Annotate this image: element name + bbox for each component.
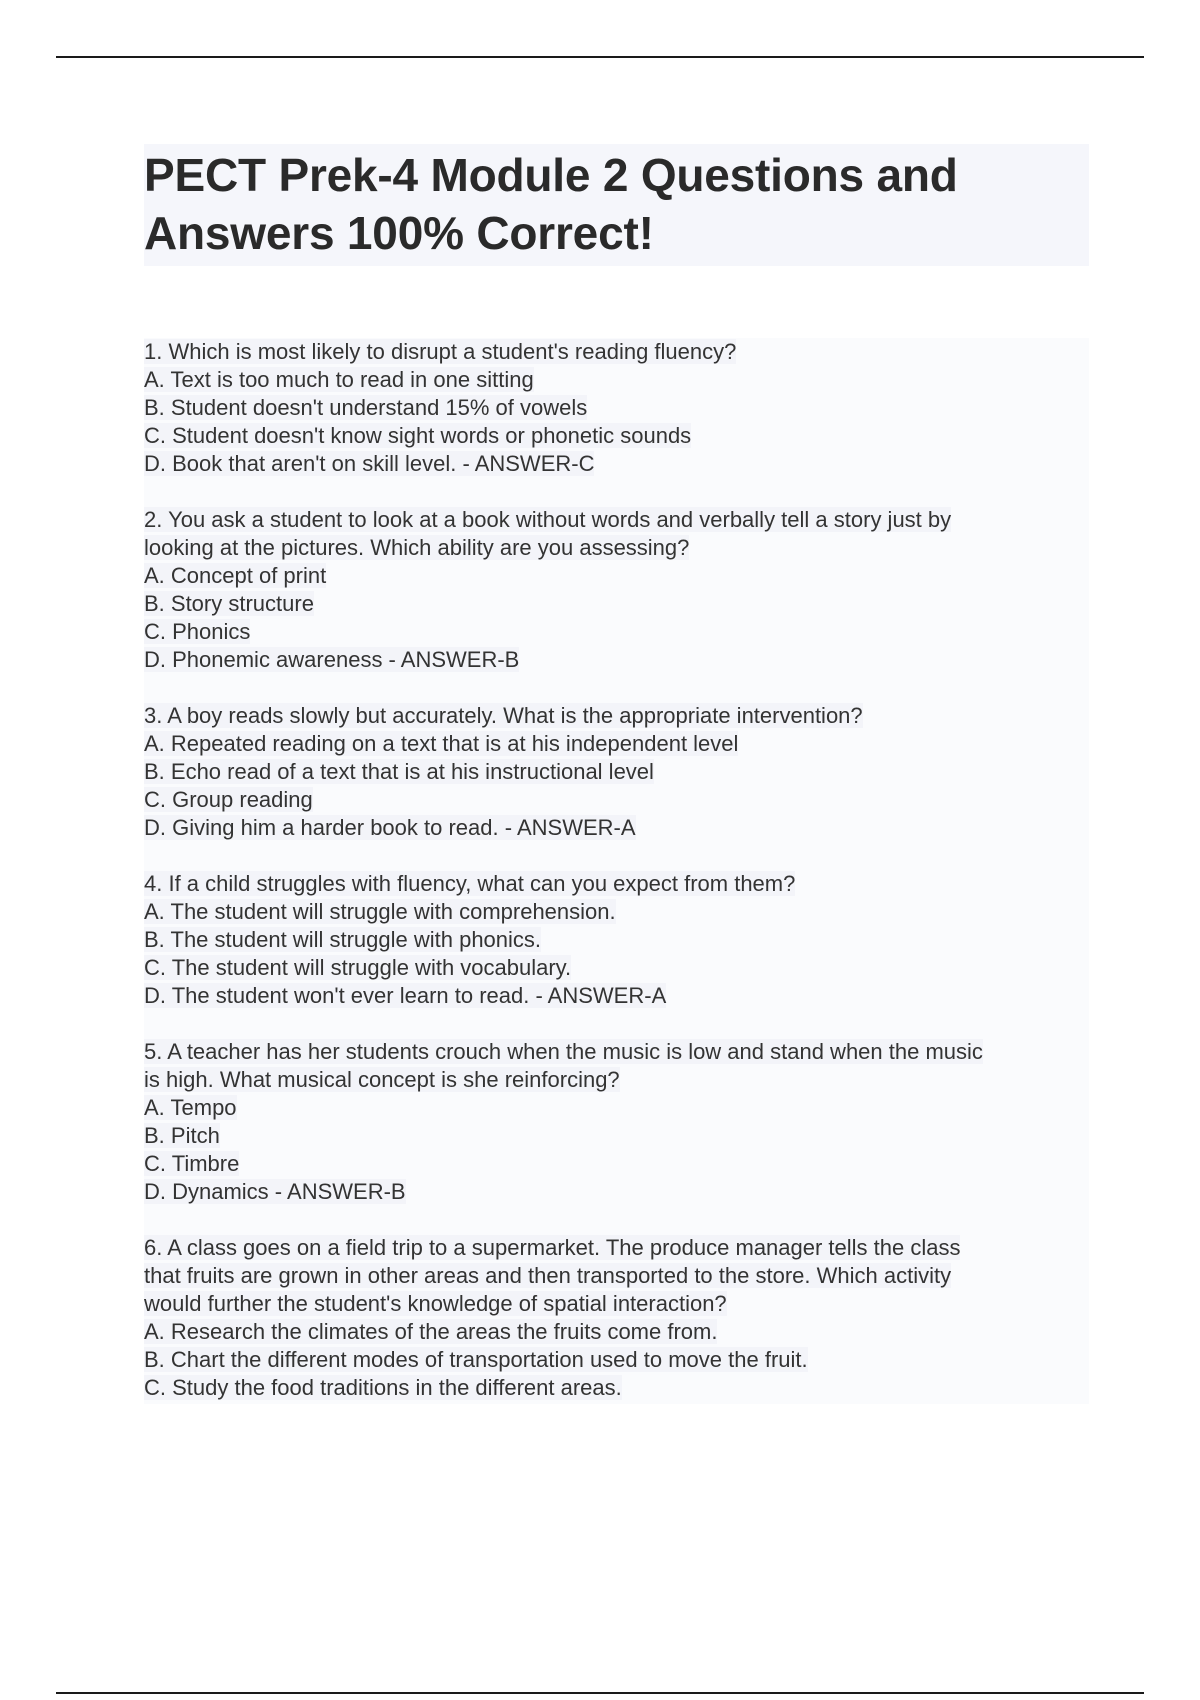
top-rule <box>56 56 1144 58</box>
title-line-1: PECT Prek-4 Module 2 Questions and <box>144 149 958 201</box>
answer-option: C. Phonics <box>144 619 251 644</box>
answer-option: C. Group reading <box>144 787 313 812</box>
answer-option: B. Chart the different modes of transportation used to move the fruit. <box>144 1347 808 1372</box>
question-text: 4. If a child struggles with fluency, what can you expect from them? <box>144 871 796 896</box>
answer-option: C. The student will struggle with vocabulary. <box>144 955 572 980</box>
answer-option: A. Concept of print <box>144 563 327 588</box>
answer-option: B. Story structure <box>144 591 314 616</box>
question-text: 5. A teacher has her students crouch when the music is low and stand when the music <box>144 1039 983 1064</box>
question-text: looking at the pictures. Which ability are you assessing? <box>144 535 690 560</box>
question-list <box>144 338 1089 1404</box>
answer-option: A. The student will struggle with comprehension. <box>144 899 616 924</box>
answer-option: A. Repeated reading on a text that is at his independent level <box>144 731 739 756</box>
question-text: 6. A class goes on a field trip to a supermarket. The produce manager tells the class <box>144 1235 961 1260</box>
answer-option: D. Phonemic awareness - ANSWER-B <box>144 647 520 672</box>
question-6 <box>144 1234 1089 1402</box>
answer-option: D. Book that aren't on skill level. - ANSWER-C <box>144 451 595 476</box>
question-text: 1. Which is most likely to disrupt a student's reading fluency? <box>144 339 737 364</box>
question-text: that fruits are grown in other areas and then transported to the store. Which activity <box>144 1263 952 1288</box>
answer-option: D. Giving him a harder book to read. - ANSWER-A <box>144 815 636 840</box>
answer-option: C. Timbre <box>144 1151 240 1176</box>
title-block <box>144 144 1089 266</box>
question-1 <box>144 338 1089 478</box>
answer-option: B. Echo read of a text that is at his instructional level <box>144 759 654 784</box>
question-2 <box>144 506 1089 674</box>
question-5 <box>144 1038 1089 1206</box>
question-text: would further the student's knowledge of spatial interaction? <box>144 1291 727 1316</box>
page-title <box>144 146 1089 262</box>
answer-option: B. Student doesn't understand 15% of vowels <box>144 395 588 420</box>
question-text: 2. You ask a student to look at a book without words and verbally tell a story just by <box>144 507 952 532</box>
question-3 <box>144 702 1089 842</box>
answer-option: B. The student will struggle with phonics. <box>144 927 542 952</box>
answer-option: D. The student won't ever learn to read. - ANSWER-A <box>144 983 667 1008</box>
question-text: is high. What musical concept is she reinforcing? <box>144 1067 620 1092</box>
bottom-rule <box>56 1692 1144 1694</box>
answer-option: D. Dynamics - ANSWER-B <box>144 1179 406 1204</box>
answer-option: A. Tempo <box>144 1095 237 1120</box>
answer-option: A. Text is too much to read in one sitting <box>144 367 534 392</box>
answer-option: C. Study the food traditions in the different areas. <box>144 1375 622 1400</box>
question-text: 3. A boy reads slowly but accurately. What is the appropriate intervention? <box>144 703 863 728</box>
answer-option: C. Student doesn't know sight words or phonetic sounds <box>144 423 692 448</box>
question-4 <box>144 870 1089 1010</box>
answer-option: B. Pitch <box>144 1123 220 1148</box>
title-line-2: Answers 100% Correct! <box>144 207 654 259</box>
answer-option: A. Research the climates of the areas the fruits come from. <box>144 1319 718 1344</box>
